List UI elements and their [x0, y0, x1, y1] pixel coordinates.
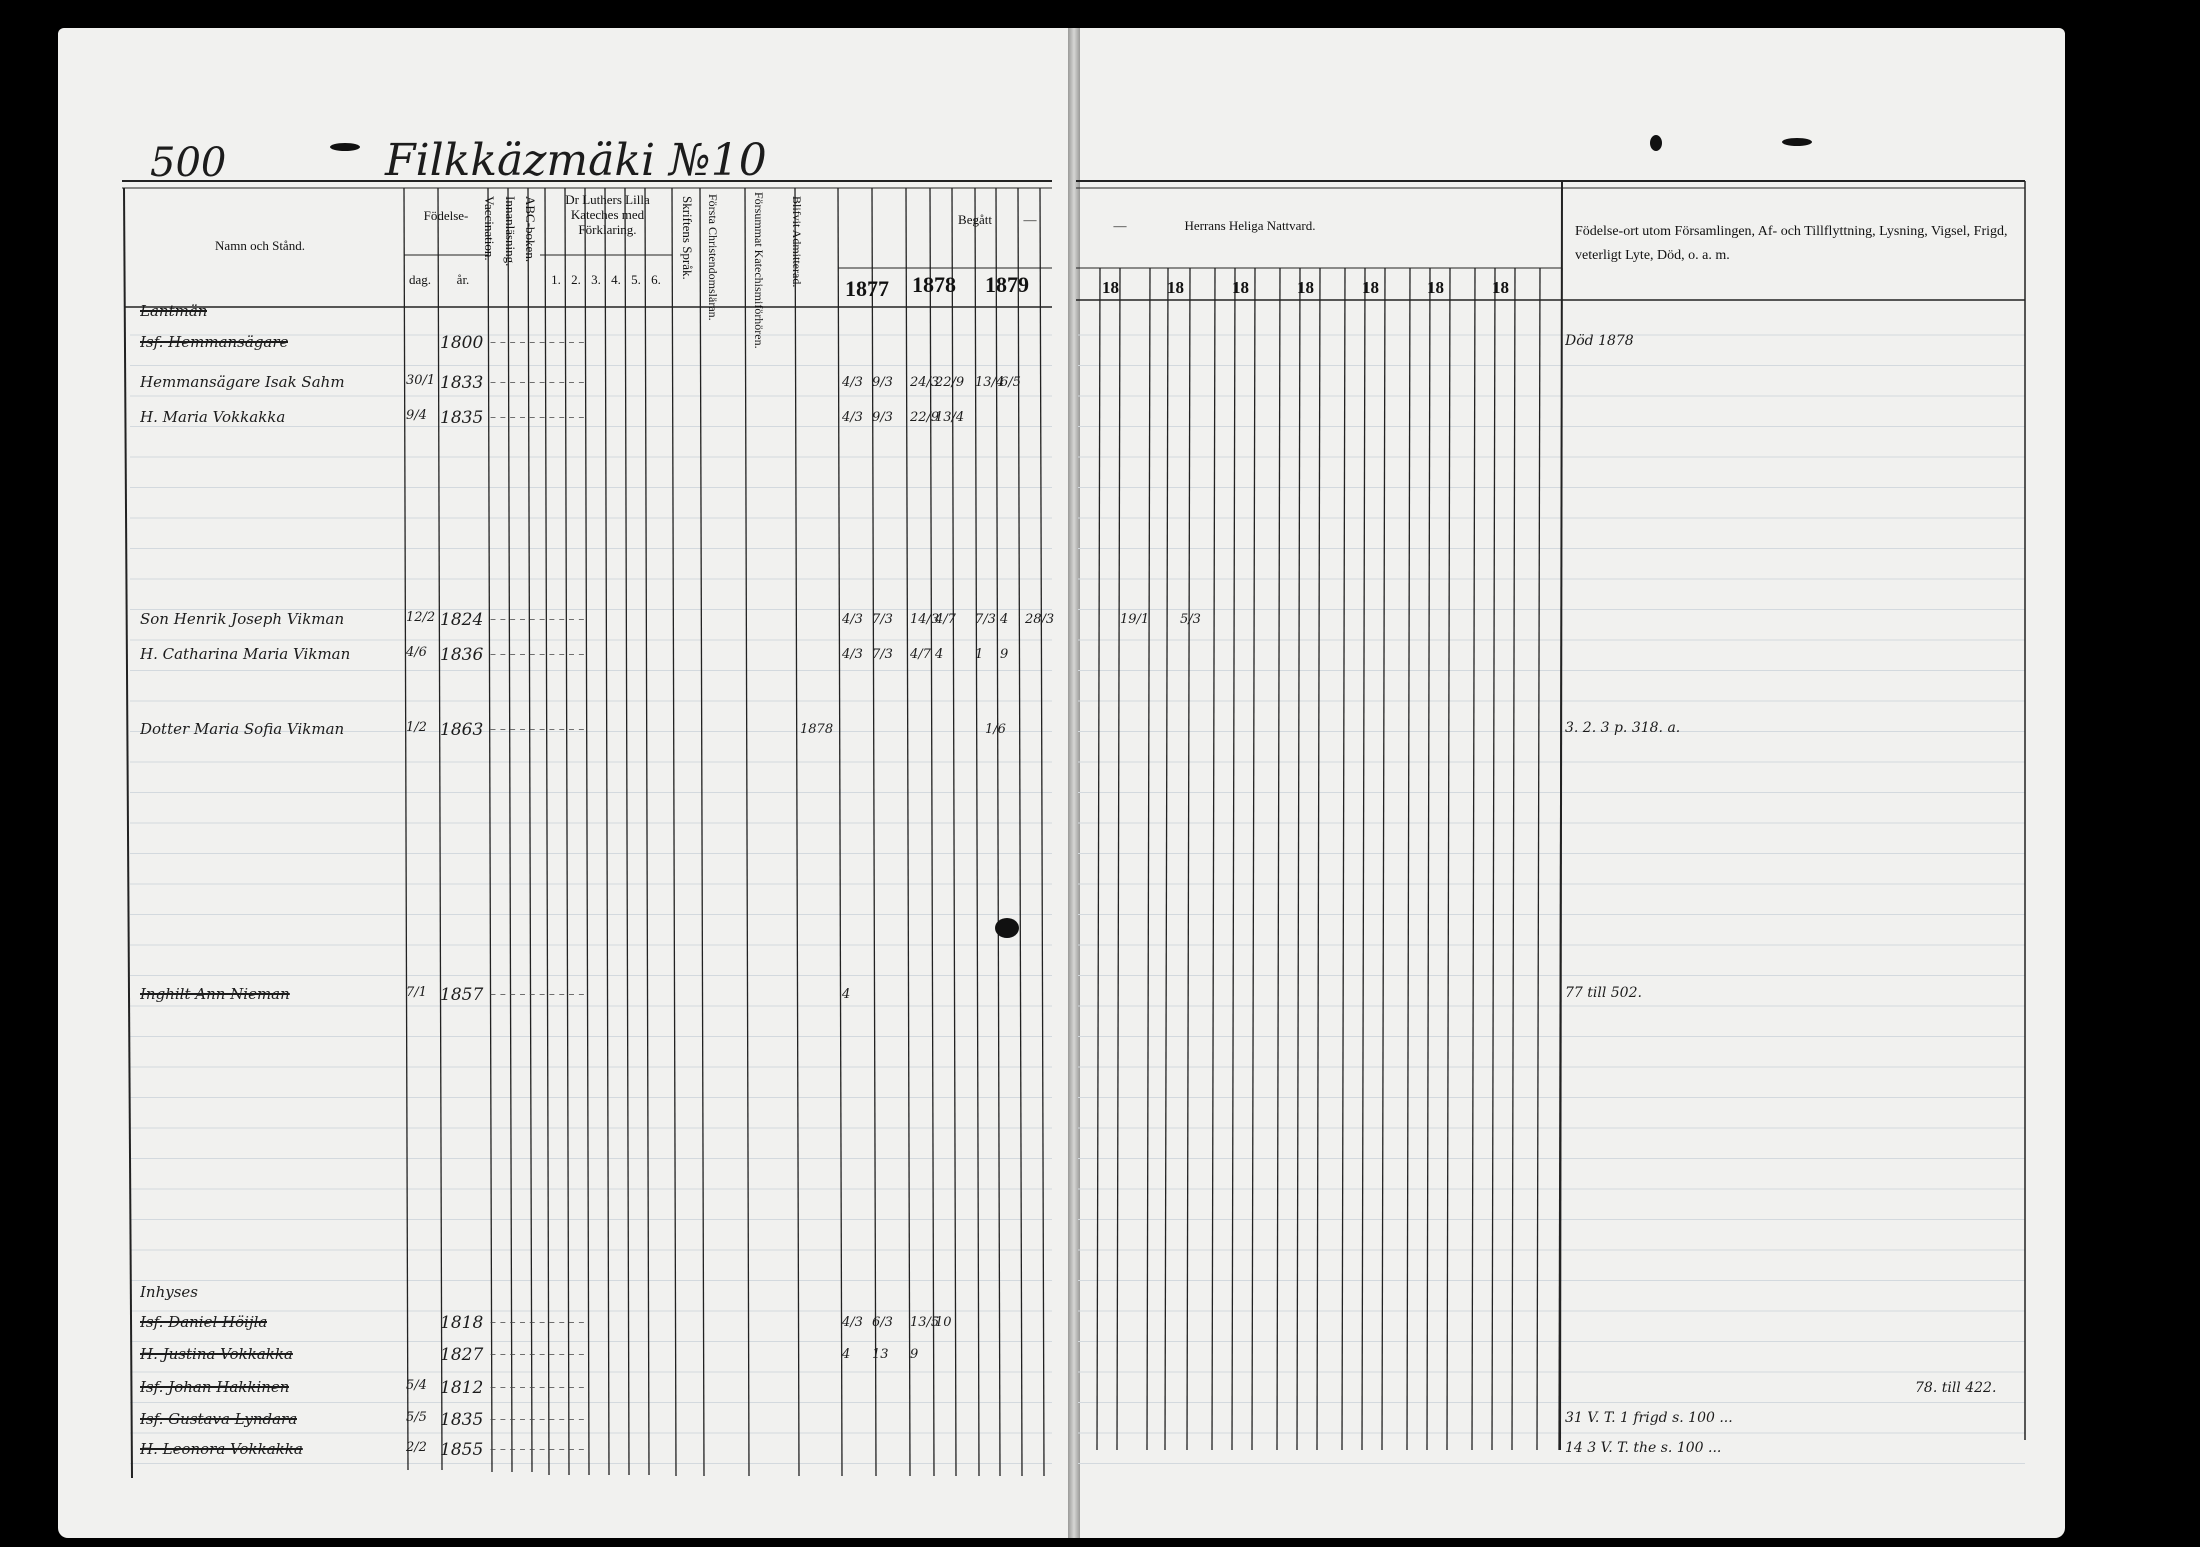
communion-entry: 4/7 — [910, 647, 931, 662]
year-1879: 1879 — [985, 272, 1029, 297]
communion-entry: 13/4 — [975, 375, 1005, 390]
row-dashes: – – – – – – – – – – — [490, 1347, 585, 1361]
year-1877: 1877 — [845, 276, 889, 301]
row-birth-year: 1800 — [440, 333, 484, 353]
row-dashes: – – – – – – – – – – — [490, 647, 585, 661]
communion-entry: 10 — [935, 1315, 952, 1330]
communion-entry: 4 — [842, 987, 851, 1002]
communion-entry: 1878 — [800, 722, 834, 737]
communion-entry: 24/3 — [910, 375, 940, 390]
communion-entry: 22/9 — [910, 410, 940, 425]
communion-entry: 4 — [935, 647, 944, 662]
catechism-col-6: 6. — [651, 272, 661, 287]
nattvard-year-2: 18 — [1167, 278, 1184, 297]
row-name: Dotter Maria Sofia Vikman — [140, 720, 345, 738]
row-birth-day: 4/6 — [406, 645, 427, 660]
row-birth-year: 1835 — [440, 1410, 484, 1430]
header-nattvard-dash: — — [1113, 218, 1127, 233]
catechism-col-5: 5. — [631, 272, 641, 287]
header-blifvit: Blifvit Admitterad. — [790, 196, 804, 288]
row-name: Isf. Hemmansägare — [140, 333, 289, 351]
row-dashes: – – – – – – – – – – — [490, 375, 585, 389]
row-name: H. Leonora Vokkakka — [140, 1440, 303, 1458]
ink-blot — [1782, 138, 1812, 146]
row-birth-year: 1855 — [440, 1440, 484, 1460]
catechism-col-3: 3. — [591, 272, 601, 287]
row-dashes: – – – – – – – – – – — [490, 1412, 585, 1426]
communion-entry: 9 — [1000, 647, 1009, 662]
row-note: 3. 2. 3 p. 318. a. — [1565, 720, 1681, 736]
ink-blot — [1650, 135, 1662, 151]
farm-heading: Filkkäzmäki №10 — [385, 135, 767, 186]
communion-entry: 9/3 — [872, 375, 893, 390]
header-fodelse: Födelse- — [423, 208, 469, 223]
communion-entry: 13 — [872, 1347, 889, 1362]
row-note: 31 V. T. 1 frigd s. 100 ... — [1565, 1410, 1733, 1426]
header-nattvard: Herrans Heliga Nattvard. — [1184, 218, 1316, 233]
communion-entry: 4/7 — [935, 612, 956, 627]
row-note: 14 3 V. T. the s. 100 ... — [1565, 1440, 1722, 1456]
row-birth-day: 30/1 — [406, 373, 436, 388]
communion-entry: 4/3 — [842, 612, 863, 627]
row-birth-day: 7/1 — [406, 985, 427, 1000]
row-name: Isf. Gustava Lyndara — [140, 1410, 298, 1428]
row-dashes: – – – – – – – – – – — [490, 612, 585, 626]
header-begatt: Begått — [958, 212, 992, 227]
nattvard-year-3: 18 — [1232, 278, 1249, 297]
row-birth-day: 5/5 — [406, 1410, 427, 1425]
header-skriftens: Skriftens Språk. — [680, 196, 695, 280]
ink-blot — [330, 143, 360, 151]
row-birth-year: 1835 — [440, 408, 484, 428]
communion-entry: 4/3 — [842, 1315, 863, 1330]
communion-entry: 22/9 — [935, 375, 965, 390]
header-dag: dag. — [408, 272, 432, 287]
row-dashes: – – – – – – – – – – — [490, 1380, 585, 1394]
communion-entry: 6/3 — [872, 1315, 893, 1330]
row-name: Hemmansägare Isak Sahm — [140, 373, 345, 391]
communion-entry: 6/5 — [1000, 375, 1021, 390]
communion-entry: 13/4 — [935, 410, 965, 425]
nattvard-year-7: 18 — [1492, 278, 1509, 297]
communion-entry: 19/1 — [1120, 612, 1150, 627]
communion-entry: 14/3 — [910, 612, 940, 627]
communion-entry: 7/3 — [872, 612, 893, 627]
row-name: Son Henrik Joseph Vikman — [140, 610, 345, 628]
row-birth-day: 2/2 — [406, 1440, 427, 1455]
row-name: Inhyses — [140, 1283, 198, 1301]
row-name: H. Catharina Maria Vikman — [140, 645, 351, 663]
header-namn: Namn och Stånd. — [215, 238, 305, 253]
ink-blot — [995, 918, 1019, 938]
communion-entry: 4/3 — [842, 410, 863, 425]
communion-entry: 28/3 — [1025, 612, 1055, 627]
communion-entry: 13/5 — [910, 1315, 940, 1330]
row-birth-year: 1857 — [440, 985, 484, 1005]
communion-entry: 7/3 — [975, 612, 996, 627]
row-birth-day: 9/4 — [406, 408, 427, 423]
row-birth-year: 1812 — [440, 1378, 484, 1398]
row-dashes: – – – – – – – – – – — [490, 987, 585, 1001]
catechism-col-2: 2. — [571, 272, 581, 287]
row-name: H. Justina Vokkakka — [140, 1345, 293, 1363]
row-name: Isf. Johan Hakkinen — [140, 1378, 290, 1396]
header-forsummat: Försummat Katechismiförhören. — [752, 192, 766, 349]
header-innanlasning: Innanläsning. — [503, 196, 518, 267]
communion-entry: 4 — [842, 1347, 851, 1362]
communion-entry: 5/3 — [1180, 612, 1201, 627]
communion-entry: 7/3 — [872, 647, 893, 662]
row-birth-year: 1833 — [440, 373, 484, 393]
header-abc: ABC-boken. — [523, 196, 538, 263]
nattvard-year-4: 18 — [1297, 278, 1314, 297]
row-name: H. Maria Vokkakka — [140, 408, 286, 426]
header-vaccination: Vaccination. — [482, 196, 497, 261]
row-birth-day: 12/2 — [406, 610, 436, 625]
communion-entry: 1/6 — [985, 722, 1006, 737]
row-name: Isf. Daniel Höijla — [140, 1313, 268, 1331]
row-note: 77 till 502. — [1565, 985, 1642, 1001]
row-dashes: – – – – – – – – – – — [490, 410, 585, 424]
page-number: 500 — [150, 140, 227, 186]
nattvard-year-1: 18 — [1102, 278, 1119, 297]
nattvard-year-6: 18 — [1427, 278, 1444, 297]
header-luther: Dr Luthers Lilla Kateches med Förklaring. — [565, 192, 650, 237]
header-begatt-dash: — — [1023, 212, 1037, 227]
communion-entry: 4 — [1000, 612, 1009, 627]
row-name: Inghilt Ann Nieman — [140, 985, 290, 1003]
year-1878: 1878 — [912, 272, 956, 297]
row-dashes: – – – – – – – – – – — [490, 1442, 585, 1456]
catechism-col-4: 4. — [611, 272, 621, 287]
side-note: 78. till 422. — [1915, 1380, 1997, 1396]
row-name: Lantmän — [140, 302, 208, 320]
header-ar: år. — [456, 272, 470, 287]
header-forsta: Första Christendomsläran. — [706, 194, 720, 321]
header-fodelseort: Födelse-ort utom Församlingen, Af- och Tillflyttning, Lysning, Vigsel, Frigd, veterligt Lyte, Död, o. a. m. — [1575, 224, 2008, 263]
row-note: Död 1878 — [1565, 333, 1634, 349]
row-dashes: – – – – – – – – – – — [490, 335, 585, 349]
row-birth-year: 1836 — [440, 645, 484, 665]
row-birth-day: 1/2 — [406, 720, 427, 735]
catechism-col-1: 1. — [551, 272, 561, 287]
communion-entry: 9 — [910, 1347, 919, 1362]
row-birth-year: 1818 — [440, 1313, 484, 1333]
communion-entry: 1 — [975, 647, 984, 662]
communion-entry: 4/3 — [842, 375, 863, 390]
row-dashes: – – – – – – – – – – — [490, 722, 585, 736]
row-birth-day: 5/4 — [406, 1378, 427, 1393]
row-dashes: – – – – – – – – – – — [490, 1315, 585, 1329]
communion-entry: 9/3 — [872, 410, 893, 425]
row-birth-year: 1824 — [440, 610, 484, 630]
communion-entry: 4/3 — [842, 647, 863, 662]
nattvard-year-5: 18 — [1362, 278, 1379, 297]
row-birth-year: 1863 — [440, 720, 484, 740]
row-birth-year: 1827 — [440, 1345, 484, 1365]
